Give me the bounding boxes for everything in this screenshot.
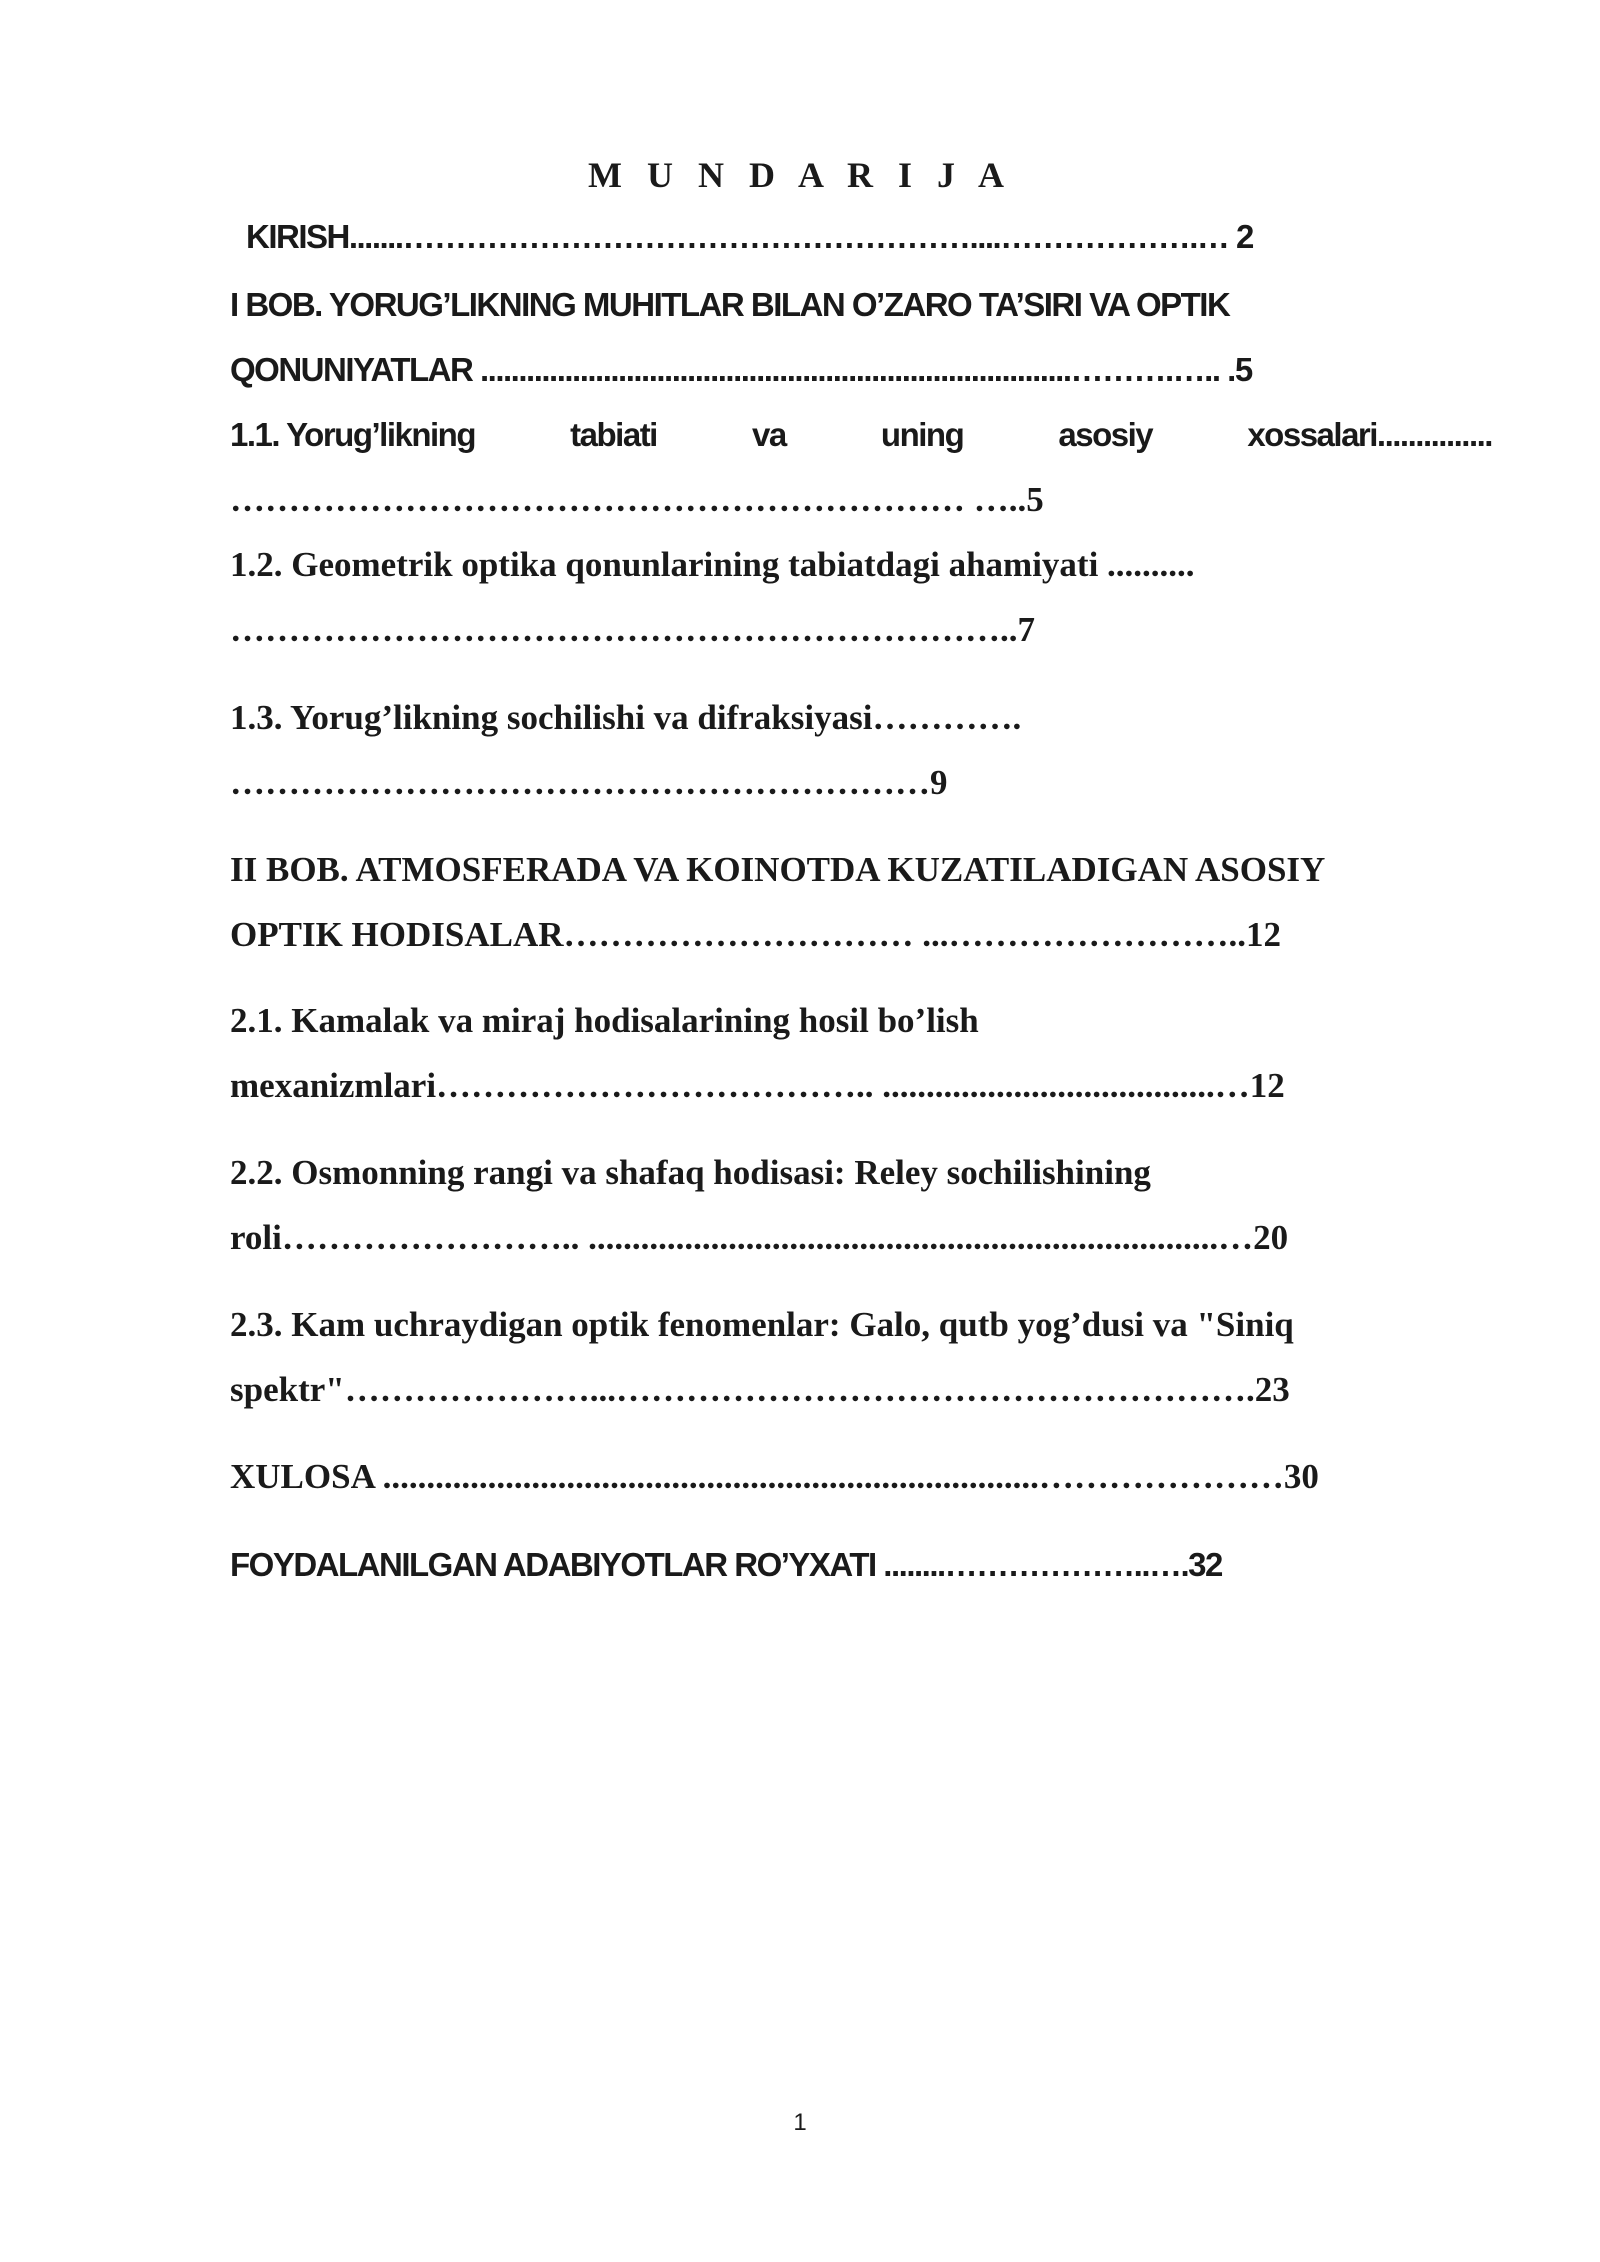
toc-entry-s21-line1: 2.1. Kamalak va miraj hodisalarining hosil bo’lish bbox=[230, 1001, 979, 1040]
toc-entry-s11-line2: ……………………………………………………… …..5 bbox=[230, 480, 1044, 519]
toc-entry-bob2-line2: OPTIK HODISALAR………………………… ...……………………..12 bbox=[230, 915, 1282, 954]
toc-entry-s21-line2: mexanizmlari……………………………….. ......................................…12 bbox=[230, 1066, 1285, 1105]
toc-entry-bob1-line1: I BOB. YORUG’LIKNING MUHITLAR BILAN O’ZARO TA’SIRI VA OPTIK bbox=[230, 286, 1230, 323]
toc-entry-s11-line1 bbox=[230, 410, 1492, 460]
page-title: M U N D A R I J A bbox=[587, 155, 1013, 195]
toc-entry-s12-line1: 1.2. Geometrik optika qonunlarining tabiatdagi ahamiyati .......... bbox=[230, 545, 1195, 584]
toc-entry-xulosa: XULOSA ...........................................................................…………………30 bbox=[230, 1457, 1319, 1496]
page-number: 1 bbox=[793, 2109, 807, 2136]
toc-entry-bob2-line1: II BOB. ATMOSFERADA VA KOINOTDA KUZATILADIGAN ASOSIY bbox=[230, 850, 1326, 889]
toc-word: uning bbox=[880, 416, 964, 453]
toc-entry-adabiyotlar: FOYDALANILGAN ADABIYOTLAR RO’YXATI ........………………..….32 bbox=[230, 1546, 1222, 1583]
toc-word: 1.1. Yorug’likning bbox=[230, 416, 475, 453]
toc-entry-s23-line1: 2.3. Kam uchraydigan optik fenomenlar: Galo, qutb yog’dusi va "Siniq bbox=[230, 1305, 1294, 1344]
toc-word: tabiati bbox=[570, 416, 657, 453]
toc-entry-s22-line2: roli…………………….. ........................................................................…20 bbox=[230, 1218, 1289, 1257]
toc-word: xossalari............... bbox=[1247, 416, 1492, 453]
toc-word: asosiy bbox=[1058, 416, 1153, 453]
toc-entry-s13-line2: ……………………………………………………9 bbox=[230, 763, 948, 802]
toc-entry-s23-line2: spektr"…………………...……………………………………………….23 bbox=[230, 1370, 1290, 1409]
toc-entry-s12-line2: …………………………………………………………..7 bbox=[230, 610, 1035, 649]
toc-entry-s22-line1: 2.2. Osmonning rangi va shafaq hodisasi: Reley sochilishining bbox=[230, 1153, 1151, 1192]
toc-entry-bob1-line2: QONUNIYATLAR .............................................................................……….….. .5 bbox=[230, 351, 1252, 388]
toc-entry-s13-line1: 1.3. Yorug’likning sochilishi va difraksiyasi…………. bbox=[230, 698, 1022, 737]
toc-entry-kirish: KIRISH.......………………………………………………....……………….… 2 bbox=[246, 218, 1253, 255]
toc-word: va bbox=[752, 416, 786, 453]
